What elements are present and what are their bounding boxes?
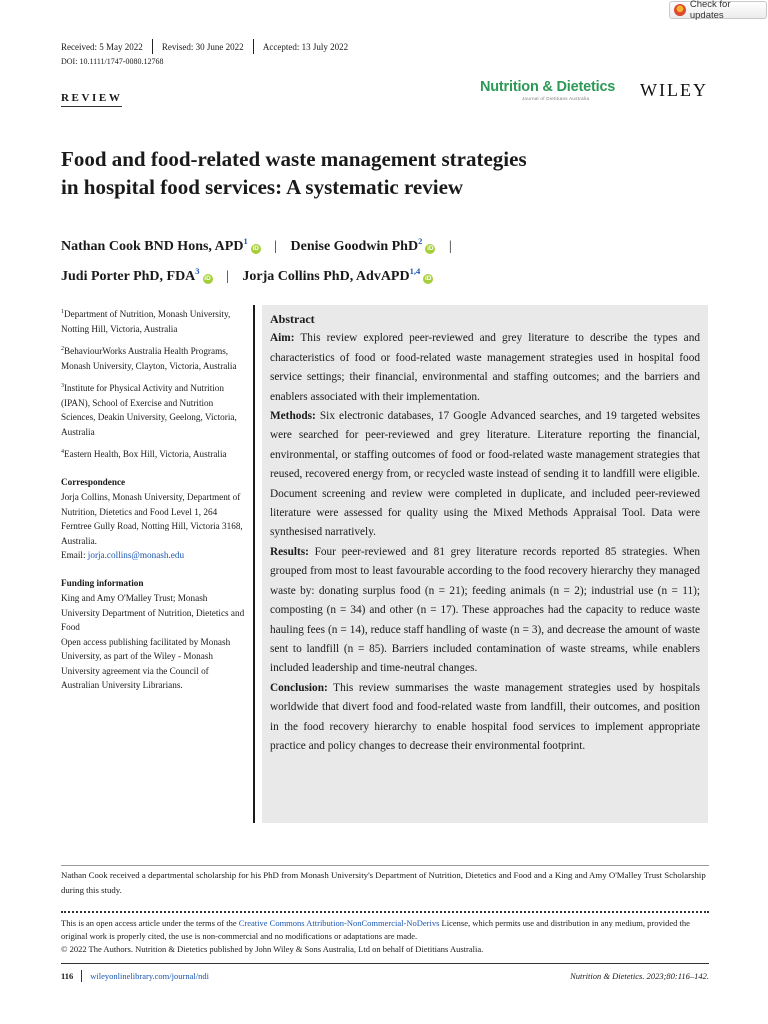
section-underline xyxy=(61,106,122,107)
affiliation-ref[interactable]: 2 xyxy=(418,236,423,246)
citation: Nutrition & Dietetics. 2023;80:116–142. xyxy=(570,971,709,981)
section-label: REVIEW xyxy=(61,92,123,104)
doi: DOI: 10.1111/1747-0080.12768 xyxy=(61,57,164,66)
affiliation-text: Eastern Health, Box Hill, Victoria, Australia xyxy=(64,449,227,459)
author-separator: | xyxy=(448,239,452,254)
license-divider xyxy=(61,911,709,913)
abstract-box xyxy=(262,305,708,823)
orcid-icon[interactable]: iD xyxy=(252,245,259,252)
orcid-icon[interactable]: iD xyxy=(424,275,432,282)
email-label: Email: xyxy=(61,550,88,560)
aim-label: Aim: xyxy=(270,332,295,345)
email-link[interactable]: jorja.collins@monash.edu xyxy=(87,550,185,560)
page-footer-rule xyxy=(61,963,709,964)
email-line xyxy=(61,548,246,563)
check-for-updates-button[interactable] xyxy=(669,1,767,19)
affiliation xyxy=(61,379,246,439)
abstract-heading: Abstract xyxy=(270,312,315,326)
revised-date: Revised: 30 June 2022 xyxy=(161,41,244,52)
methods-label: Methods: xyxy=(270,410,316,423)
author-name[interactable]: Nathan Cook BND Hons, APD xyxy=(61,239,244,254)
article-title xyxy=(61,145,701,201)
results-text: Four peer-reviewed and 81 grey literature records reported 85 strategies. When grouped from most to least favourable according to the food recovery hierarchy they managed waste by: donating surplus food (n = 21); feeding animals (n = 2); industrial use (n = 11); composting (n = 34) and other (n = 17). These approaches had the capacity to reduce waste hauling fees (n = 14), reduce staff handling of waste (n = 3), and decrease the amount of waste sent to landfill (n = 85). Barriers included contamination of waste streams, while enablers included leadership and time-neutral changes. xyxy=(270,545,700,675)
affiliation-text: Institute for Physical Activity and Nutrition (IPAN), School of Exercise and Nutrition Sciences, Deakin University, Geelong, Victoria, Australia xyxy=(61,383,237,437)
journal-logo[interactable]: Nutrition & Dietetics xyxy=(480,79,616,95)
affiliation xyxy=(61,342,246,373)
page-footer xyxy=(61,970,709,982)
accepted-date: Accepted: 13 July 2022 xyxy=(262,41,349,52)
author-list xyxy=(61,229,721,289)
journal-url-link[interactable]: wileyonlinelibrary.com/journal/ndi xyxy=(90,971,209,981)
conclusion-label: Conclusion: xyxy=(270,681,328,694)
crossmark-icon xyxy=(674,4,686,16)
journal-subtitle: Journal of Dietitians Australia xyxy=(522,96,590,101)
funding-heading: Funding information xyxy=(61,577,144,588)
open-access-text: Open access publishing facilitated by Monash University, as part of the Wiley - Monash University agreement via the Council of Australian University Librarians. xyxy=(61,636,231,690)
methods-text: Six electronic databases, 17 Google Advanced searches, and 19 targeted websites were searched for peer-reviewed and grey literature. Literature reporting the financial, environmental, or staffing outcomes of food or food-related waste management strategies that reused, recovered energy from, or recycled waste instead of sending it to landfill were eligible. Document screening and review were completed in duplicate, and included peer-reviewed literature were assessed for quality using the Mixed Methods Appraisal Tool. Data were synthesised narratively. xyxy=(270,410,700,539)
aim-text: This review explored peer-reviewed and grey literature to describe the types and characteristics of food or food-related waste management strategies used in hospital food service settings; their financial, environmental and staffing outcomes; and the barriers and enablers associated with their implementation. xyxy=(270,332,700,403)
date-separator xyxy=(253,39,254,54)
author-separator: | xyxy=(274,239,277,254)
license-text: This is an open access article under the terms of the xyxy=(61,918,239,928)
affiliation-ref[interactable]: 1,4 xyxy=(409,266,421,276)
title-line-2: in hospital food services: A systematic review xyxy=(61,175,464,199)
affiliation-ref[interactable]: 1 xyxy=(243,236,248,246)
author-name[interactable]: Denise Goodwin PhD xyxy=(290,239,419,254)
author-name[interactable]: Judi Porter PhD, FDA xyxy=(61,269,196,284)
footer-separator xyxy=(81,970,82,982)
affiliation-text: BehaviourWorks Australia Health Programs, Monash University, Clayton, Victoria, Australia xyxy=(61,346,237,371)
affiliation-number: 3 xyxy=(61,383,64,389)
date-separator xyxy=(152,39,153,54)
affiliation-number: 4 xyxy=(61,449,64,455)
correspondence-heading: Correspondence xyxy=(61,476,126,487)
column-divider xyxy=(253,305,255,823)
correspondence-text: Jorja Collins, Monash University, Department of Nutrition, Dietetics and Food Level 1, 264 Ferntree Gully Road, Notting Hill, Victoria 3168, Australia. xyxy=(61,492,243,546)
results-label: Results: xyxy=(270,545,309,558)
footnote-rule xyxy=(61,865,709,866)
orcid-icon[interactable]: iD xyxy=(427,245,434,252)
abstract-methods xyxy=(270,407,700,543)
affiliation-number: 1 xyxy=(61,309,64,315)
license-text-end: License, which permits use and distribution in any medium, provided the original work is properly cited, the use is non-commercial and no modifications or adaptations are made. xyxy=(61,918,690,941)
affiliation xyxy=(61,305,246,336)
funding-text: King and Amy O'Malley Trust; Monash University Department of Nutrition, Dietetics and Food xyxy=(61,593,245,632)
orcid-icon[interactable]: iD xyxy=(204,275,211,282)
author-separator: | xyxy=(226,269,229,284)
received-date: Received: 5 May 2022 xyxy=(61,41,143,52)
sidebar-info xyxy=(61,305,246,699)
check-for-updates-label: Check for updates xyxy=(689,0,731,21)
title-line-1: Food and food-related waste management strategies xyxy=(61,147,527,171)
affiliation-ref[interactable]: 3 xyxy=(195,266,200,276)
license-block xyxy=(61,917,711,955)
funding-footnote: Nathan Cook received a departmental scholarship for his PhD from Monash University's Department of Nutrition, Dietetics and Food and a King and Amy O'Malley Trust Scholarship during this study. xyxy=(61,870,706,895)
page-number: 116 xyxy=(61,971,74,981)
abstract-results xyxy=(270,543,700,679)
license-link[interactable]: Creative Commons Attribution-NonCommercial-NoDerivs xyxy=(238,918,440,928)
copyright: © 2022 The Authors. Nutrition & Dietetics published by John Wiley & Sons Australia, Ltd on behalf of Dietitians Australia. xyxy=(61,943,484,954)
author-name[interactable]: Jorja Collins PhD, AdvAPD xyxy=(242,269,410,284)
abstract-aim xyxy=(270,329,700,407)
affiliation-text: Department of Nutrition, Monash University, Notting Hill, Victoria, Australia xyxy=(61,309,231,334)
affiliation xyxy=(61,445,246,462)
publisher-logo[interactable]: WILEY xyxy=(640,80,708,100)
affiliation-number: 2 xyxy=(61,346,64,352)
article-dates xyxy=(61,39,348,54)
conclusion-text: This review summarises the waste management strategies used by hospitals worldwide that divert food and food-related waste from landfill, their outcomes, and position in the food recovery hierarchy to enable hospital food services to implement appropriate practice and policy changes to decrease their environmental footprint. xyxy=(270,681,700,752)
abstract-conclusion xyxy=(270,679,700,757)
